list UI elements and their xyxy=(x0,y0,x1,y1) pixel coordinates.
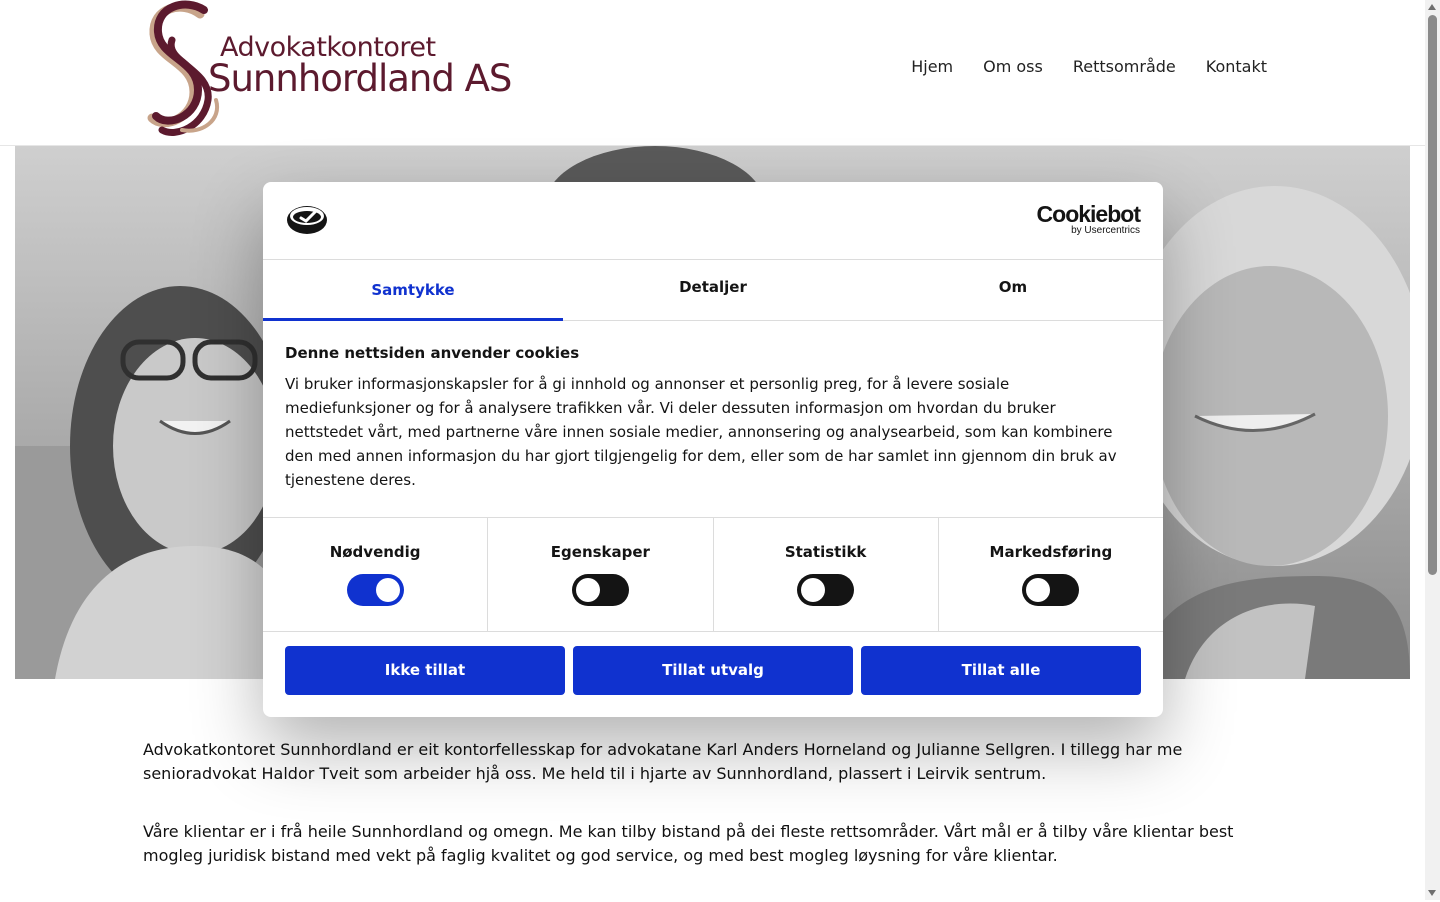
toggle-label-egenskaper: Egenskaper xyxy=(550,543,650,561)
toggle-switch-nodvendig[interactable] xyxy=(347,574,404,606)
toggle-knob xyxy=(576,578,600,602)
cookiebot-logo[interactable] xyxy=(1037,202,1140,236)
toggle-group-statistikk xyxy=(714,518,939,631)
main-nav xyxy=(911,57,1267,76)
toggle-knob xyxy=(801,578,825,602)
toggle-label-statistikk: Statistikk xyxy=(784,543,867,561)
nav-link-kontakt[interactable]: Kontakt xyxy=(1205,57,1267,76)
brand-name: Cookiebot xyxy=(1036,201,1140,227)
dialog-actions xyxy=(285,646,1141,695)
dialog-header xyxy=(263,182,1163,260)
nav-link-om-oss[interactable]: Om oss xyxy=(983,57,1043,76)
nav-link-hjem[interactable]: Hjem xyxy=(911,57,954,76)
toggle-switch-statistikk[interactable] xyxy=(797,574,854,606)
toggle-group-nodvendig xyxy=(263,518,488,631)
deny-button[interactable]: Ikke tillat xyxy=(285,646,565,695)
allow-selection-button[interactable]: Tillat utvalg xyxy=(573,646,853,695)
dialog-body xyxy=(285,344,1135,492)
page-scrollbar[interactable] xyxy=(1425,0,1440,900)
site-logo[interactable] xyxy=(142,0,512,140)
toggle-switch-markedsforing[interactable] xyxy=(1022,574,1079,606)
scroll-up-arrow-icon[interactable] xyxy=(1428,4,1436,10)
scroll-thumb[interactable] xyxy=(1428,15,1437,575)
site-header xyxy=(0,0,1425,146)
nav-link-rettsomrade[interactable]: Rettsområde xyxy=(1072,57,1176,76)
tab-samtykke[interactable]: Samtykke xyxy=(263,260,563,320)
toggle-group-egenskaper xyxy=(488,518,713,631)
toggle-label-nodvendig: Nødvendig xyxy=(329,543,421,561)
brand-subtitle: by Usercentrics xyxy=(1071,225,1140,236)
toggle-knob xyxy=(1026,578,1050,602)
intro-paragraph-1: Advokatkontoret Sunnhordland er eit kontorfellesskap for advokatane Karl Anders Horneland og Julianne Sellgren. I tillegg har me senioradvokat Haldor Tveit som arbeider hjå oss. Me held til i hjarte av Sunnhordland, plassert i Leirvik sentrum. xyxy=(143,740,1183,783)
dialog-tabs xyxy=(263,260,1163,321)
toggle-switch-egenskaper[interactable] xyxy=(572,574,629,606)
cookie-settings-icon[interactable] xyxy=(285,202,329,236)
intro-text xyxy=(143,738,1273,902)
scroll-down-arrow-icon[interactable] xyxy=(1428,890,1436,896)
toggle-group-markedsforing xyxy=(939,518,1163,631)
tab-om[interactable]: Om xyxy=(998,278,1028,296)
dialog-description: Vi bruker informasjonskapsler for å gi innhold og annonser et personlig preg, for å levere sosiale mediefunksjoner og for å analysere trafikken vår. Vi deler dessuten informasjon om hvordan du bruker nettstedet vårt, med partnerne våre innen sosiale medier, annonsering og analysearbeid, som kan kombinere den med annen informasjon du har gjort tilgjengelig for dem, eller som de har samlet inn gjennom din bruk av tjenestene deres. xyxy=(285,375,1117,489)
tab-detaljer[interactable]: Detaljer xyxy=(679,278,747,296)
allow-all-button[interactable]: Tillat alle xyxy=(861,646,1141,695)
dialog-title: Denne nettsiden anvender cookies xyxy=(285,344,580,362)
consent-toggles xyxy=(263,517,1163,632)
logo-text-line2: Sunnhordland AS xyxy=(208,57,512,100)
cookie-consent-dialog xyxy=(263,182,1163,717)
logo-text-line1: Advokatkontoret xyxy=(220,32,436,63)
toggle-label-markedsforing: Markedsføring xyxy=(989,543,1113,561)
toggle-knob xyxy=(376,578,400,602)
intro-paragraph-2: Våre klientar er i frå heile Sunnhordland og omegn. Me kan tilby bistand på dei fleste rettsområder. Vårt mål er å tilby våre klientar best mogleg juridisk bistand med vekt på faglig kvalitet og god service, og med best mogleg løysning for våre klientar. xyxy=(143,822,1234,865)
